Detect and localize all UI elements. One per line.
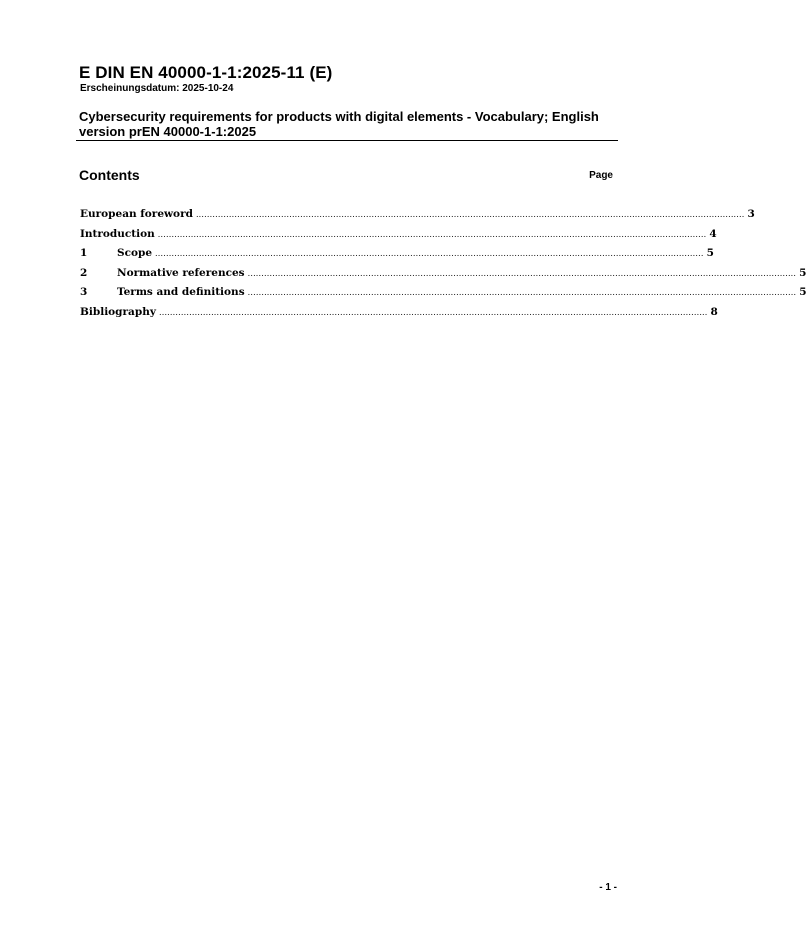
contents-heading: Contents bbox=[79, 167, 140, 183]
page-number: - 1 - bbox=[599, 882, 617, 893]
toc-entry-title: Normative references bbox=[117, 266, 245, 279]
toc-entry-title: Bibliography bbox=[80, 305, 156, 318]
issue-date: Erscheinungsdatum: 2025-10-24 bbox=[80, 83, 234, 94]
header-divider bbox=[76, 140, 618, 141]
toc-entry-page: 5 bbox=[799, 286, 807, 298]
toc-leader-dots: ........................................................................................................................................................................................................ bbox=[158, 307, 708, 317]
toc-entry[interactable] bbox=[80, 227, 717, 248]
toc-entry-title: Introduction bbox=[80, 227, 155, 240]
toc-entry-number: 2 bbox=[80, 266, 88, 279]
toc-entry-page: 4 bbox=[709, 227, 717, 240]
toc-entry-page: 3 bbox=[747, 208, 755, 220]
toc-entry-title: Scope bbox=[117, 247, 153, 259]
toc-leader-dots: ........................................................................................................................................................................................................ bbox=[155, 249, 704, 258]
toc-entry[interactable] bbox=[80, 286, 807, 306]
toc-leader-dots: ........................................................................................................................................................................................................ bbox=[247, 268, 797, 278]
toc-leader-dots: ........................................................................................................................................................................................................ bbox=[195, 210, 745, 219]
page-column-label: Page bbox=[589, 170, 613, 181]
toc-entry-page: 8 bbox=[710, 305, 718, 318]
table-of-contents bbox=[80, 208, 807, 325]
toc-entry-title: European foreword bbox=[80, 208, 193, 220]
toc-entry[interactable] bbox=[80, 305, 718, 326]
toc-entry[interactable] bbox=[80, 247, 714, 267]
toc-entry-page: 5 bbox=[799, 266, 807, 279]
toc-leader-dots: ........................................................................................................................................................................................................ bbox=[247, 288, 797, 297]
toc-entry-number: 1 bbox=[80, 247, 88, 259]
toc-entry[interactable] bbox=[80, 208, 755, 228]
document-header bbox=[79, 63, 619, 95]
toc-entry-number: 3 bbox=[80, 286, 88, 298]
toc-entry-title: Terms and definitions bbox=[117, 286, 245, 298]
document-title: Cybersecurity requirements for products with digital elements - Vocabulary; English version prEN 40000-1-1:2025 bbox=[79, 109, 599, 139]
toc-entry[interactable] bbox=[80, 266, 807, 287]
toc-leader-dots: ........................................................................................................................................................................................................ bbox=[157, 229, 707, 239]
toc-entry-page: 5 bbox=[706, 247, 714, 259]
document-identifier: E DIN EN 40000-1-1:2025-11 (E) bbox=[79, 63, 333, 82]
